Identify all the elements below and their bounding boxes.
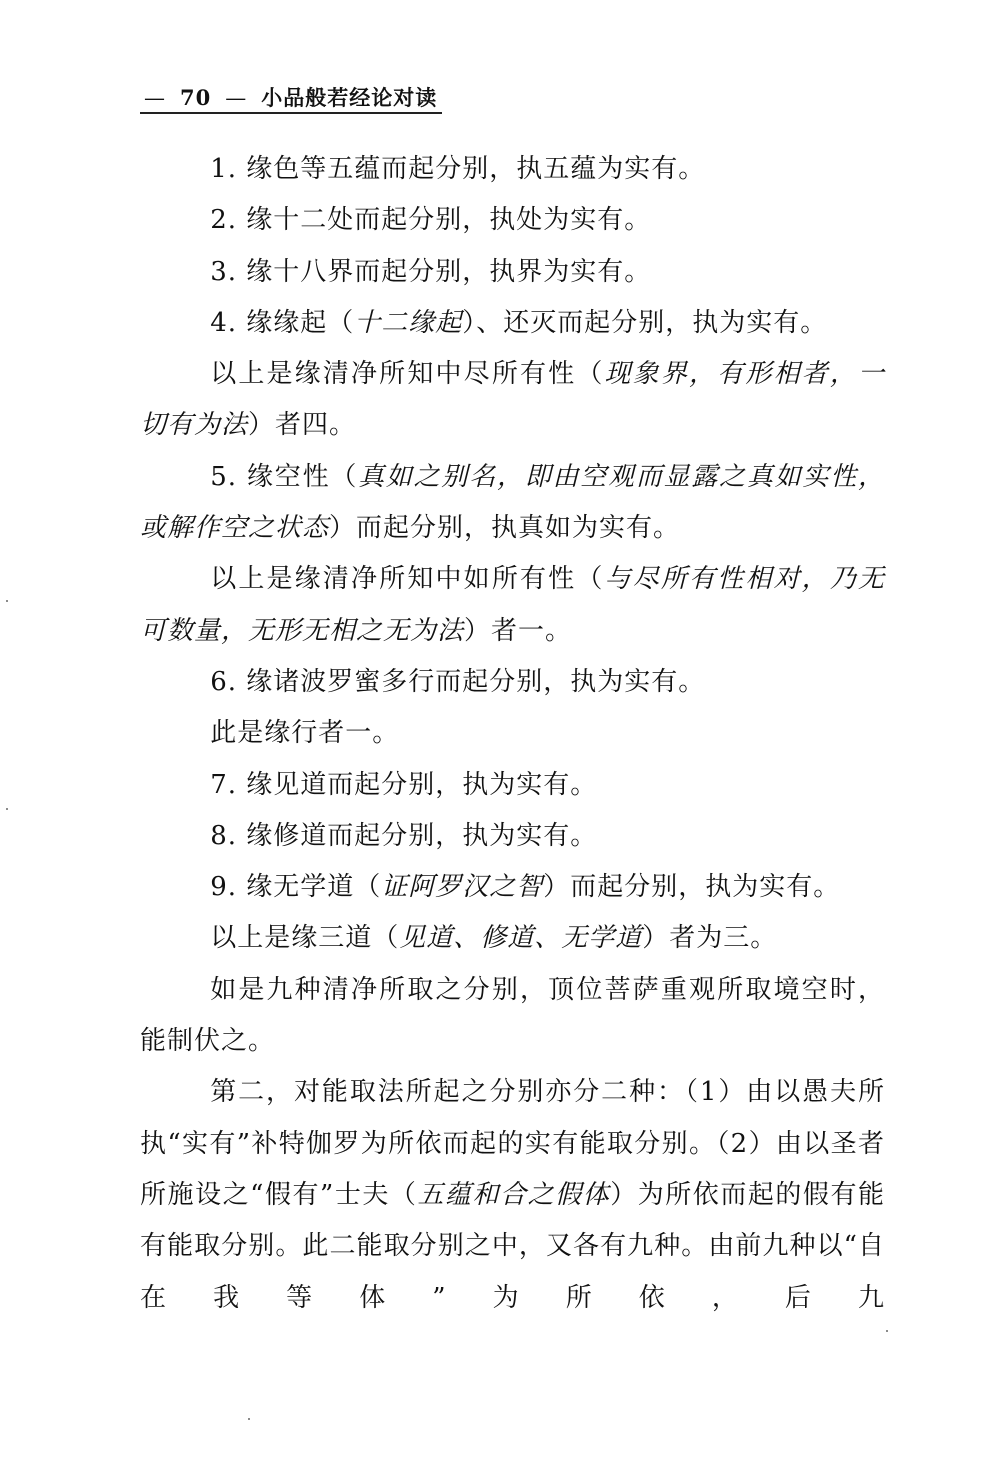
paragraph-text: 7. 缘见道而起分别，执为实有。 [210, 769, 598, 800]
paragraph-summary-2 [140, 554, 885, 657]
paragraph-text: 此是缘行者一。 [210, 718, 400, 749]
paragraph-text: 以上是缘清净所知中如所有性（ [210, 564, 605, 595]
paragraph-item-2 [140, 195, 885, 246]
paragraph-item-5 [140, 452, 885, 555]
paragraph-item-1 [140, 144, 885, 195]
paragraph-item-3 [140, 247, 885, 298]
paragraph-text: ）、还灭而起分别，执为实有。 [462, 307, 828, 338]
paragraph-text: 第二，对能取法所起之分别亦分二种：（1）由以愚夫所执“实有”补特伽罗为所依而起的实有能取分别。（2）由以圣者所施设之“假有”士夫（ [140, 1077, 885, 1210]
paragraph-item-4 [140, 298, 885, 349]
paragraph-text: 以上是缘清净所知中尽所有性（ [210, 359, 605, 390]
running-header [140, 82, 440, 112]
paragraph-text: 5. 缘空性（ [210, 461, 359, 492]
paragraph-text: ）而起分别，执真如为实有。 [329, 513, 681, 544]
inline-note: 五蕴和合之假体 [417, 1179, 611, 1210]
paragraph-second-part [140, 1067, 885, 1323]
paragraph-text: ）为所依而起的假有能有能取分别。此二能取分别之中，又各有九种。由前九种以“自在我等体”为所依，后九 [140, 1179, 885, 1313]
paragraph-text: ）而起分别，执为实有。 [543, 872, 841, 903]
paragraph-summary-1 [140, 349, 885, 452]
paragraph-text: ）者四。 [248, 410, 357, 441]
header-dash-left: — [144, 86, 166, 110]
body-text [140, 144, 885, 1324]
inline-note: 现象界，有形相者，一切有为法 [140, 359, 885, 441]
paragraph-conclusion [140, 965, 885, 1068]
scan-speck [886, 1330, 888, 1332]
paragraph-text: 6. 缘诸波罗蜜多行而起分别，执为实有。 [210, 666, 706, 697]
paragraph-text: 9. 缘无学道（ [210, 872, 382, 903]
paragraph-text: ）者为三。 [642, 923, 778, 954]
paragraph-item-7 [140, 760, 885, 811]
paragraph-text: 2. 缘十二处而起分别，执处为实有。 [210, 205, 652, 236]
scan-speck [248, 1418, 250, 1420]
inline-note: 真如之别名，即由空观而显露之真如实性，或解作空之状态 [140, 461, 885, 544]
paragraph-item-6 [140, 657, 885, 708]
paragraph-text: 如是九种清净所取之分别，顶位菩萨重观所取境空时，能制伏之。 [140, 974, 885, 1057]
paragraph-text: 8. 缘修道而起分别，执为实有。 [210, 820, 598, 851]
paragraph-text: 4. 缘缘起（ [210, 307, 355, 338]
page-number: 70 [180, 85, 212, 110]
paragraph-text: 1. 缘色等五蕴而起分别，执五蕴为实有。 [210, 154, 706, 184]
scan-speck [6, 600, 8, 602]
paragraph-item-8 [140, 811, 885, 862]
scan-speck [6, 808, 8, 810]
paragraph-summary-4 [140, 913, 885, 964]
paragraph-summary-3 [140, 708, 885, 759]
header-rule [140, 112, 442, 114]
inline-note: 与尽所有性相对，乃无可数量，无形无相之无为法 [140, 564, 885, 646]
paragraph-text: ）者一。 [464, 615, 573, 646]
paragraph-text: 以上是缘三道（ [210, 923, 400, 954]
paragraph-text: 3. 缘十八界而起分别，执界为实有。 [210, 256, 652, 287]
inline-note: 十二缘起 [354, 307, 463, 338]
header-dash-right: — [225, 86, 248, 110]
inline-note: 证阿罗汉之智 [381, 872, 544, 903]
book-title: 小品般若经论对读 [261, 85, 438, 110]
inline-note: 见道、修道、无学道 [399, 923, 643, 954]
paragraph-item-9 [140, 862, 885, 913]
